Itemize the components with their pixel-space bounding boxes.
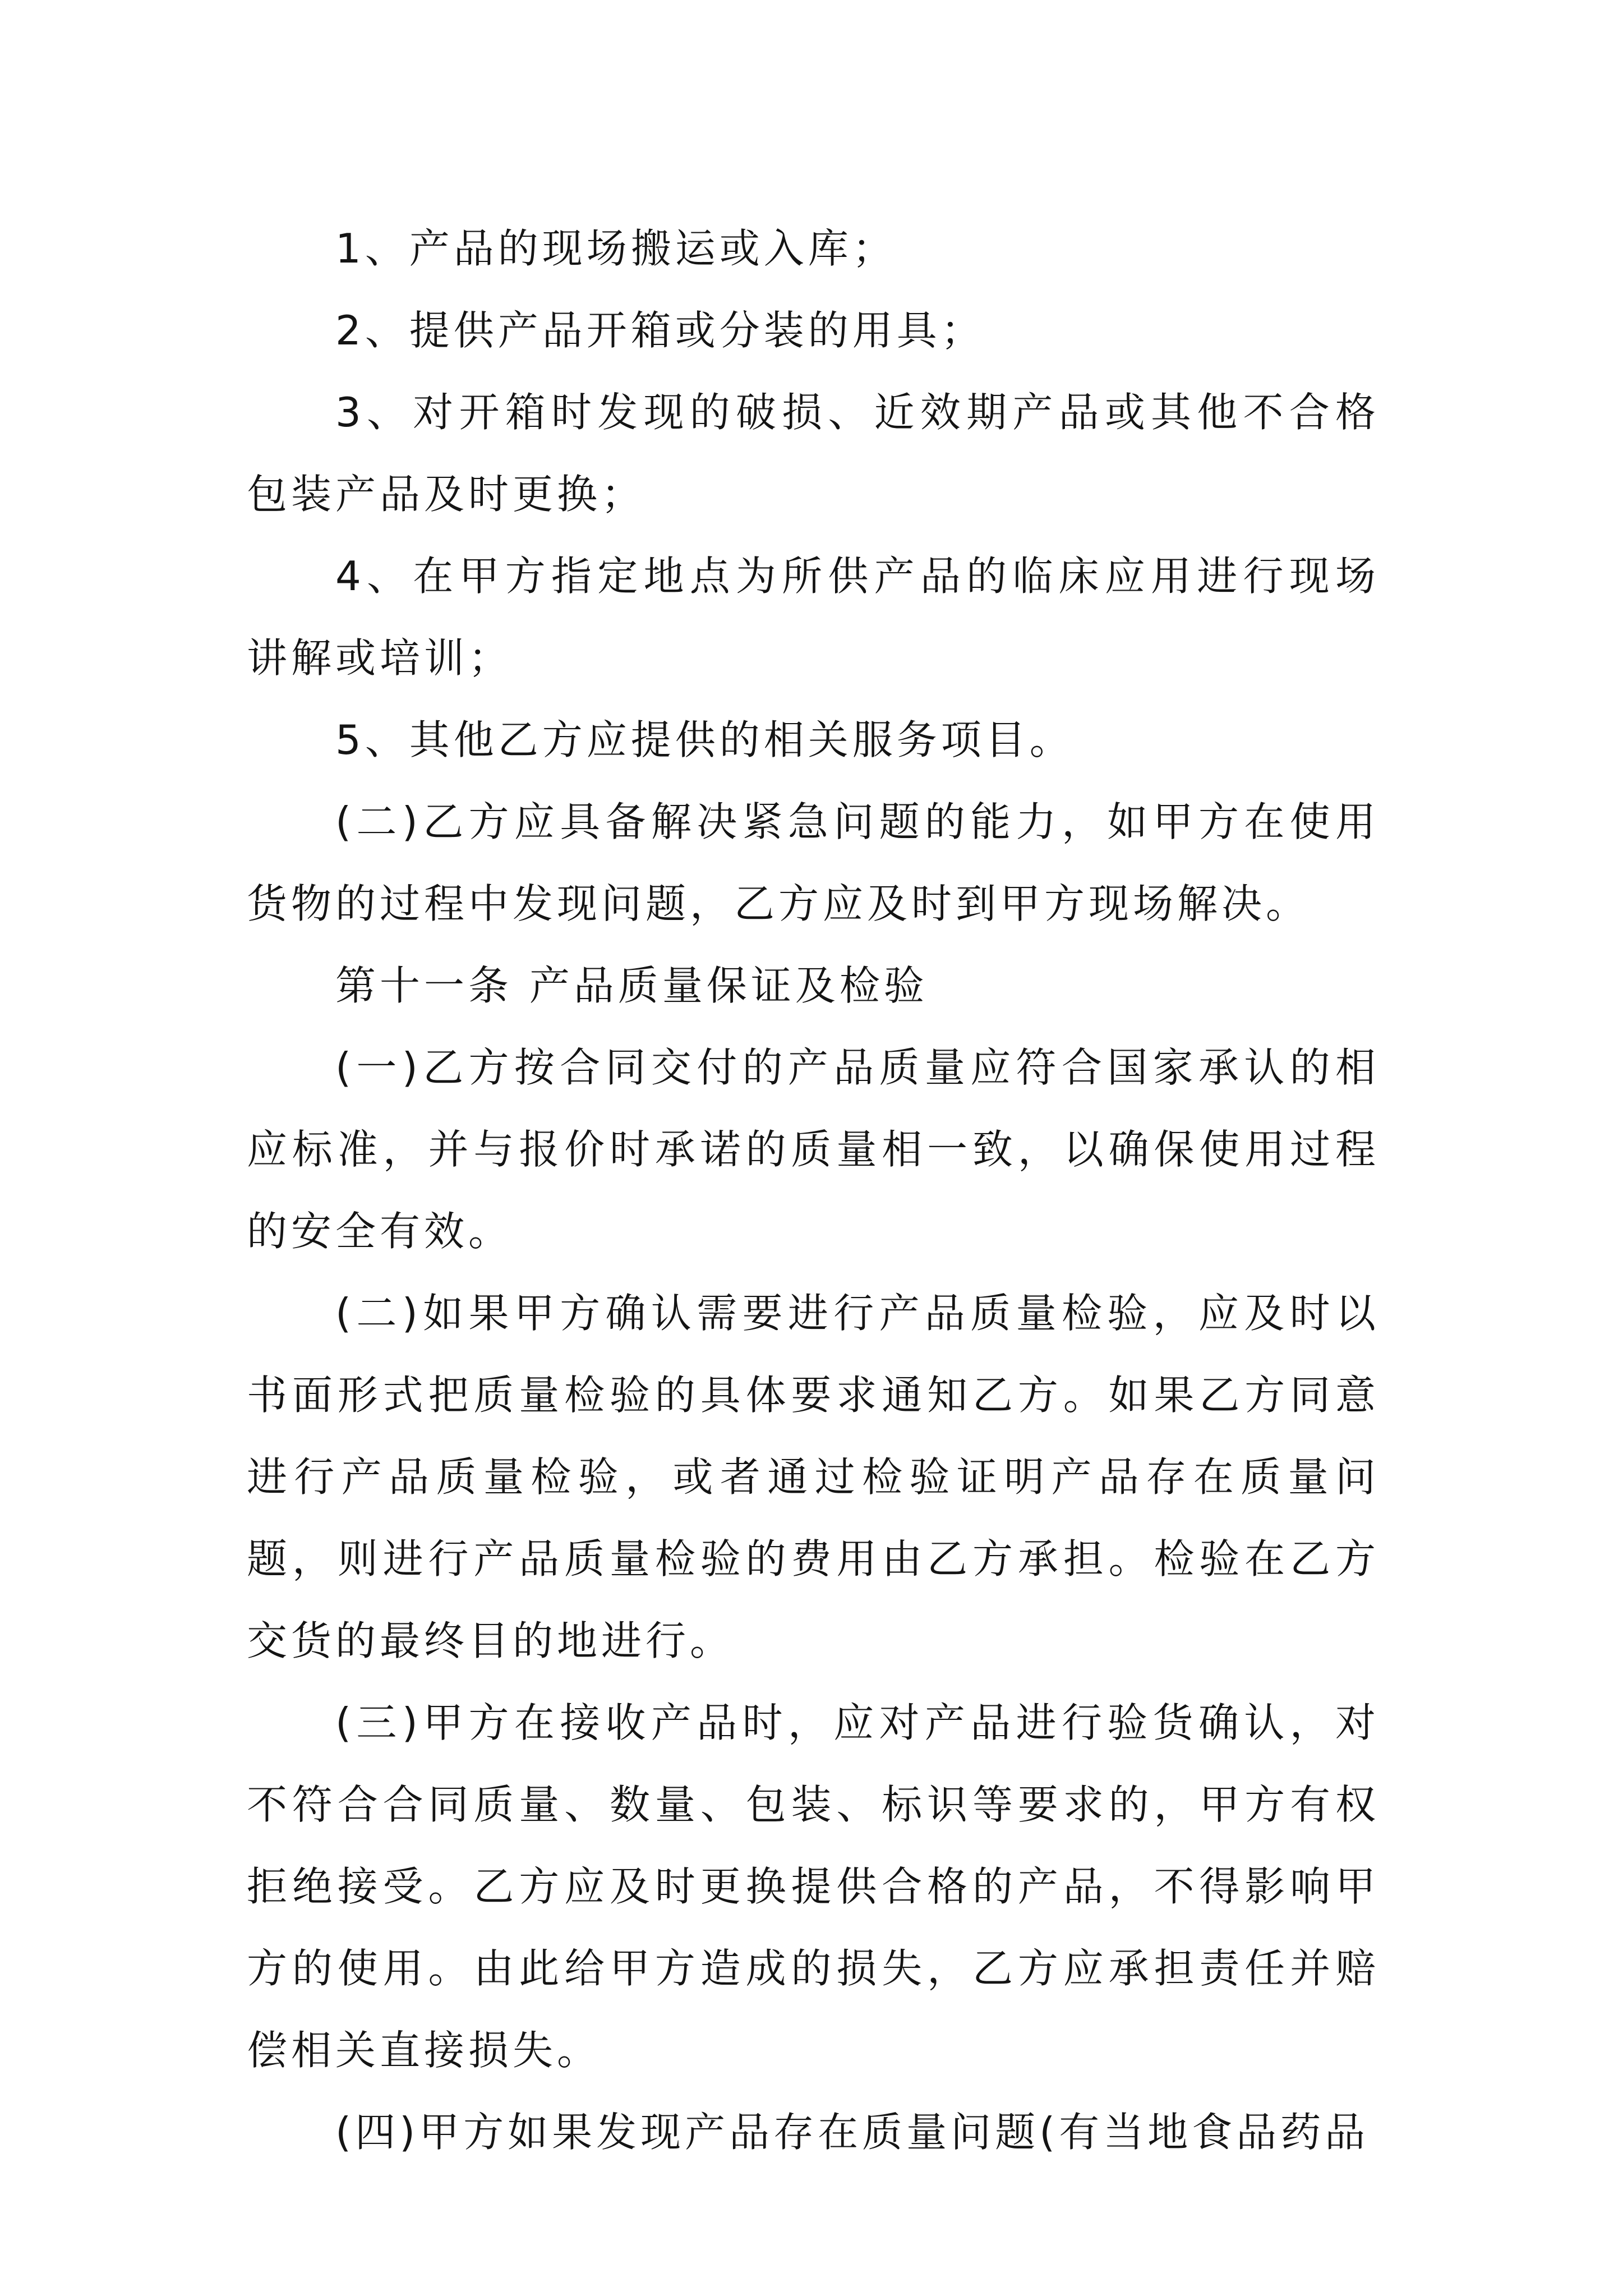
clause-11-1-text: (一)乙方按合同交付的产品质量应符合国家承认的相应标准，并与报价时承诺的质量相一致，以确保使用过程的安全有效。	[247, 1044, 1380, 1255]
item-4-text: 4、在甲方指定地点为所供产品的临床应用进行现场讲解或培训；	[247, 553, 1380, 682]
document-body	[247, 208, 1380, 2173]
item-1-text: 1、产品的现场搬运或入库；	[335, 225, 897, 272]
article-11-heading: 第十一条 产品质量保证及检验	[335, 962, 928, 1009]
clause-11-2-text: (二)如果甲方确认需要进行产品质量检验，应及时以书面形式把质量检验的具体要求通知乙方。如果乙方同意进行产品质量检验，或者通过检验证明产品存在质量问题，则进行产品质量检验的费用由乙方承担。检验在乙方交货的最终目的地进行。	[247, 1290, 1380, 1664]
clause-11-3-text: (三)甲方在接收产品时，应对产品进行验货确认，对不符合合同质量、数量、包装、标识等要求的，甲方有权拒绝接受。乙方应及时更换提供合格的产品，不得影响甲方的使用。由此给甲方造成的损失，乙方应承担责任并赔偿相关直接损失。	[247, 1699, 1380, 2074]
clause-11-4-text: (四)甲方如果发现产品存在质量问题(有当地食品药品	[335, 2109, 1370, 2156]
item-5-text: 5、其他乙方应提供的相关服务项目。	[335, 716, 1074, 763]
item-2-text: 2、提供产品开箱或分装的用具；	[335, 307, 985, 354]
item-3-text: 3、对开箱时发现的破损、近效期产品或其他不合格包装产品及时更换；	[247, 389, 1380, 518]
clause-10-2-text: (二)乙方应具备解决紧急问题的能力，如甲方在使用货物的过程中发现问题，乙方应及时到甲方现场解决。	[247, 798, 1380, 927]
